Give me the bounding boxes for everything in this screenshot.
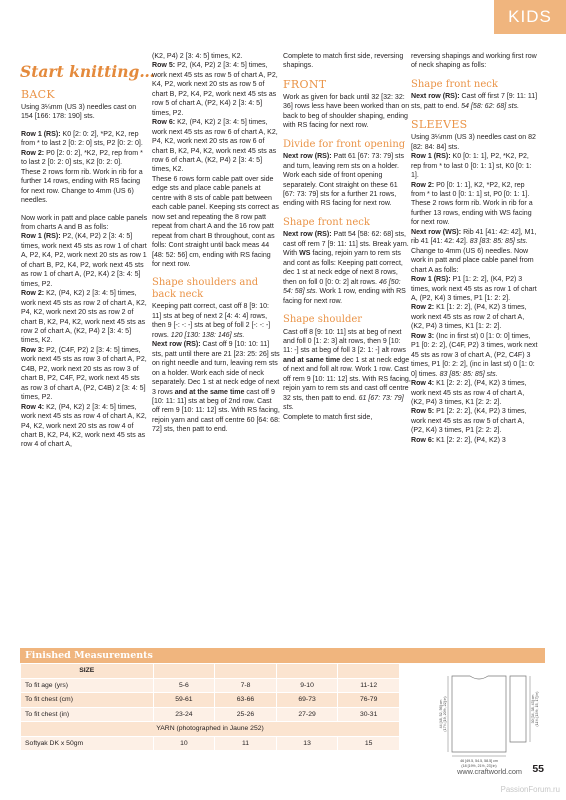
measurements-table [20,663,400,751]
back-heading: BACK [21,88,55,101]
sleeves-row1: Row 1 (RS): K0 [0: 1: 1], P2, *K2, P2, rep from * to last 0 [0: 1: 1] st, K0 [0: 1: 1]. [411,153,532,180]
table-row: Softyak DK x 50gm 10 11 13 15 [21,736,400,751]
divide-text: Next row (RS): Patt 61 [67: 73: 79] sts and turn, leaving rem sts on a holder. Work each side of front opening separately. Cont straight on these 61 [67: 73: 79] sts for a further 21 rows, ending with RS facing for next row. [283,153,405,208]
garment-diagram [412,670,547,770]
shoulders-text: Keeping patt correct, cast off 8 [9: 10: 11] sts at beg of next 2 [4: 4: 4] rows, then 9 [-: -: -] sts at beg of foll 2 [-: -: -] rows. 120 [130: 138: 146] sts. [152,303,271,339]
shoulders-next-row: Next row (RS): Cast off 9 [10: 10: 11] sts, patt until there are 21 [23: 25: 26] sts on right needle and turn, leaving rem sts on a holder. Work each side of neck separately. Dec 1 st at neck edge of next 3 rows and at the same time cast off 9 [10: 11: 11] sts at beg of 2nd row. Cast off rem 9 [10: 11: 12] sts. With RS facing, rejoin yarn and cast off centre 60 [64: 68: 72] sts, then patt to end. [152,341,280,434]
table-row [21,664,400,679]
shape-shoulders-heading: Shape shoulders and back neck [152,277,259,300]
sleeves-patt-row6: Row 6: K1 [2: 2: 2], (P4, K2) 3 [411,436,506,444]
column-1 [21,85,149,450]
sleeves-patt-row5: Row 5: P1 [2: 2: 2], (K4, P2) 3 times, work next 45 sts as row 5 of chart A, (P2, K4) 3 times, P1 [2: 2: 2]. [411,408,527,435]
front-neck-text: Next row (RS): Patt 54 [58: 62: 68] sts, cast off rem 7 [9: 11: 11] sts. Break yarn. With WS facing, rejoin yarn to rem sts and cont as folls: Keeping patt correct, dec 1 st at neck edge of next 8 rows, then on foll 0 [0: 0: 2] alt rows. 46 [50: 54: 58] sts. Work 1 row, ending with RS facing for next row. [283,231,409,305]
back-patt-row4: Row 4: K2, (P4, K2) 2 [3: 4: 5] times, work next 45 sts as row 4 of chart A, K2, P4, K2, work next 20 sts as row 4 of chart B, K2, P4, K2, work next 45 sts as row 4 of chart A, [21,403,147,449]
back-patt-row3: Row 3: P2, (C4F, P2) 2 [3: 4: 5] times, work next 45 sts as row 3 of chart A, P2, C4B, P2, work next 20 sts as row 3 of chart B, P2, C4F, P2, work next 45 sts as row 3 of chart A, (P2, C4B) 2 [3: 4: 5] times, P2. [21,346,147,402]
front-neck-text-2: Next row (RS): Cast off first 7 [9: 11: 11] sts, patt to end. 54 [58: 62: 68] sts. [411,93,538,110]
section-tab: KIDS [494,0,566,34]
sleeve-label: 30 [34, 38, 43] cm [531,694,535,724]
back-patt-row1: Row 1 (RS): P2, (K4, P2) 2 [3: 4: 5] times, work next 45 sts as row 1 of chart A, P2, K4, P2, work next 20 sts as row 1 of chart B, P2, K4, P2, work next 45 sts as row 1 of chart A, (P2, K4) 2 [3: 4: 5] times, P2. [21,233,147,288]
front-neck-heading-2: Shape front neck [411,78,498,90]
sleeves-row2: Row 2: P0 [0: 1: 1], K2, *P2, K2, rep from * to last 0 [0: 1: 1] st, P0 [0: 1: 1]. [411,181,530,199]
back-patt-row5: Row 5: P2, (K4, P2) 2 [3: 4: 5] times, work next 45 sts as row 5 of chart A, P2, K4, P2, work next 20 sts as row 5 of chart B, P2, K4, P2, work next 45 sts as row 5 of chart A, (P2, K4) 2 [3: 4: 5] times, P2. [152,62,278,117]
start-knitting-title: Start knitting… [20,62,155,81]
back-patt-row6: Row 6: K2, (P4, K2) 2 [3: 4: 5] times, work next 45 sts as row 6 of chart A, K2, P4, K2, work next 20 sts as row 6 of chart B, K2, P4, K2, work next 45 sts as row 6 of chart A, (K2, P4) 2 [3: 4: 5] times, K2. [152,119,278,174]
divide-heading: Divide for front opening [283,138,406,150]
length-label-in: (17¼ [19, 20½, 22] in) [443,696,447,732]
width-label-in: (18 [19½, 21½, 23] in) [461,764,497,768]
sleeves-heading: SLEEVES [411,118,468,132]
front-reversing: reversing shapings and working first row of neck shaping as folls: [411,53,537,70]
table-row: To fit age (yrs) 5-6 7-8 9-10 11-12 [21,678,400,693]
table-row: To fit chest (cm) 59-61 63-66 69-73 76-79 [21,693,400,708]
row4-cont: (K2, P4) 2 [3: 4: 5] times, K2. [152,53,243,60]
back-rib-text: These 2 rows form rib. Work in rib for a further 14 rows, ending with RS facing for next row. Change to 4mm (US 6) needles. [21,168,143,205]
front-neck-heading: Shape front neck [283,216,370,228]
watermark: PassionForum.ru [500,785,560,794]
column-2 [152,52,280,443]
sleeves-cast-on: Using 3¼mm (US 3) needles cast on 82 [82: 84: 84] sts. [411,134,536,151]
sleeves-patt-row4: Row 4: K1 [2: 2: 2], (P4, K2) 3 times, work next 45 sts as row 4 of chart A, (K2, P4) 3 times, K1 [2: 2: 2]. [411,380,527,406]
front-heading: FRONT [283,77,327,91]
front-text: Work as given for back until 32 [32: 32: 36] rows less have been worked than on back to beg of shoulder shaping, ending with RS facing for next row. [283,93,410,130]
sleeves-patt-row2: Row 2: K1 [1: 2: 2], (P4, K2) 3 times, work next 45 sts as row 2 of chart A, (K2, P4) 3 times, K1 [1: 2: 2]. [411,304,527,331]
sleeves-rib: These 2 rows form rib. Work in rib for a further 13 rows, ending with WS facing for next row. [411,200,533,227]
back-row2: Row 2: P0 [2: 0: 2], *K2, P2, rep from * to last 2 [0: 2: 0] sts, K2 [0: 2: 0]. [21,149,143,167]
column-3 [283,52,411,430]
finished-measurements [20,648,545,776]
size-label: SIZE [21,664,154,679]
shape-shoulder-heading: Shape shoulder [283,314,363,326]
column-4 [411,52,539,445]
back-patt-row2: Row 2: K2, (P4, K2) 2 [3: 4: 5] times, work next 45 sts as row 2 of chart A, K2, P4, K2, work next 20 sts as row 2 of chart B, K2, P4, K2, work next 45 sts as row 2 of chart A, (K2, P4) 2 [3: 4: 5] times, K2. [21,290,147,345]
measurements-title: Finished Measurements [20,648,545,663]
back-complete: Complete to match first side, reversing shapings. [283,53,404,70]
back-patt-form: These 6 rows form cable patt over side edge sts and place cable panels at centre with 8 sts of cable patt between each cable panel. Keeping sts correct as now set and repeating the 8 row patt repeat from chart A and the 16 row patt repeat from chart B throughout, cont as folls: Cont straight until back meas 44 [48: 52: 56] cm, ending with RS facing for next row. [152,175,279,268]
sleeve-label-in: (11¾ [13½, 15, 17] in) [535,691,539,727]
sweater-outline-diagram [412,670,547,770]
sleeves-next-row-ws: Next row (WS): Rib 41 [41: 42: 42], M1, rib 41 [41: 42: 42]. 83 [83: 85: 85] sts. [411,228,537,246]
shoulder-text: Cast off 8 [9: 10: 11] sts at beg of next and foll 0 [1: 2: 3] alt rows, then 9 [10: 11: -] sts at beg of foll 3 [2: 1: -] alt rows and at same time dec 1 st at neck edge of next and foll alt row. Work 1 row. Cast off rem 9 [10: 11: 12] sts. With RS facing, rejoin yarn to rem sts and cast off centre 32 sts, then patt to end. 61 [67: 73: 79] sts. [283,328,411,412]
width-label: 46 [49.5, 54.5, 58.5] cm [460,759,498,763]
table-row [21,722,400,737]
sleeves-change: Change to 4mm (US 6) needles. Now work in patt and place cable panel from chart A as folls: [411,247,534,274]
front-complete: Complete to match first side, [283,413,373,421]
table-row: To fit chest (in) 23-24 25-26 27-29 30-31 [21,707,400,722]
page-number: 55 [532,763,544,775]
length-label: 44 [48, 52, 56] cm [439,699,443,729]
footer-url[interactable]: www.craftworld.com [457,767,522,776]
sleeves-patt-row1: Row 1 (RS): P1 [1: 2: 2], (K4, P2) 3 times, work next 45 sts as row 1 of chart A, (P2, K4) 3 times, P1 [1: 2: 2]. [411,276,537,303]
back-cast-on: Using 3¼mm (US 3) needles cast on 154 [166: 178: 190] sts. [21,104,137,121]
back-row1: Row 1 (RS): K0 [2: 0: 2], *P2, K2, rep from * to last 2 [0: 2: 0] sts, P2 [0: 2: 0]. [21,130,143,148]
yarn-note: YARN (photographed in Jaune 252) [21,722,400,737]
back-patt-intro: Now work in patt and place cable panels from charts A and B as folls: [21,214,148,231]
sleeves-patt-row3: Row 3: (Inc in first st) 0 [1: 0: 0] times, P1 [0: 2: 2], (C4F, P2) 3 times, work next 45 sts as row 3 of chart A, (P2, C4F) 3 times, P1 [0: 2: 2], (inc in last st) 0 [1: 0: 0] times. 83 [85: 85: 85] sts. [411,332,538,378]
